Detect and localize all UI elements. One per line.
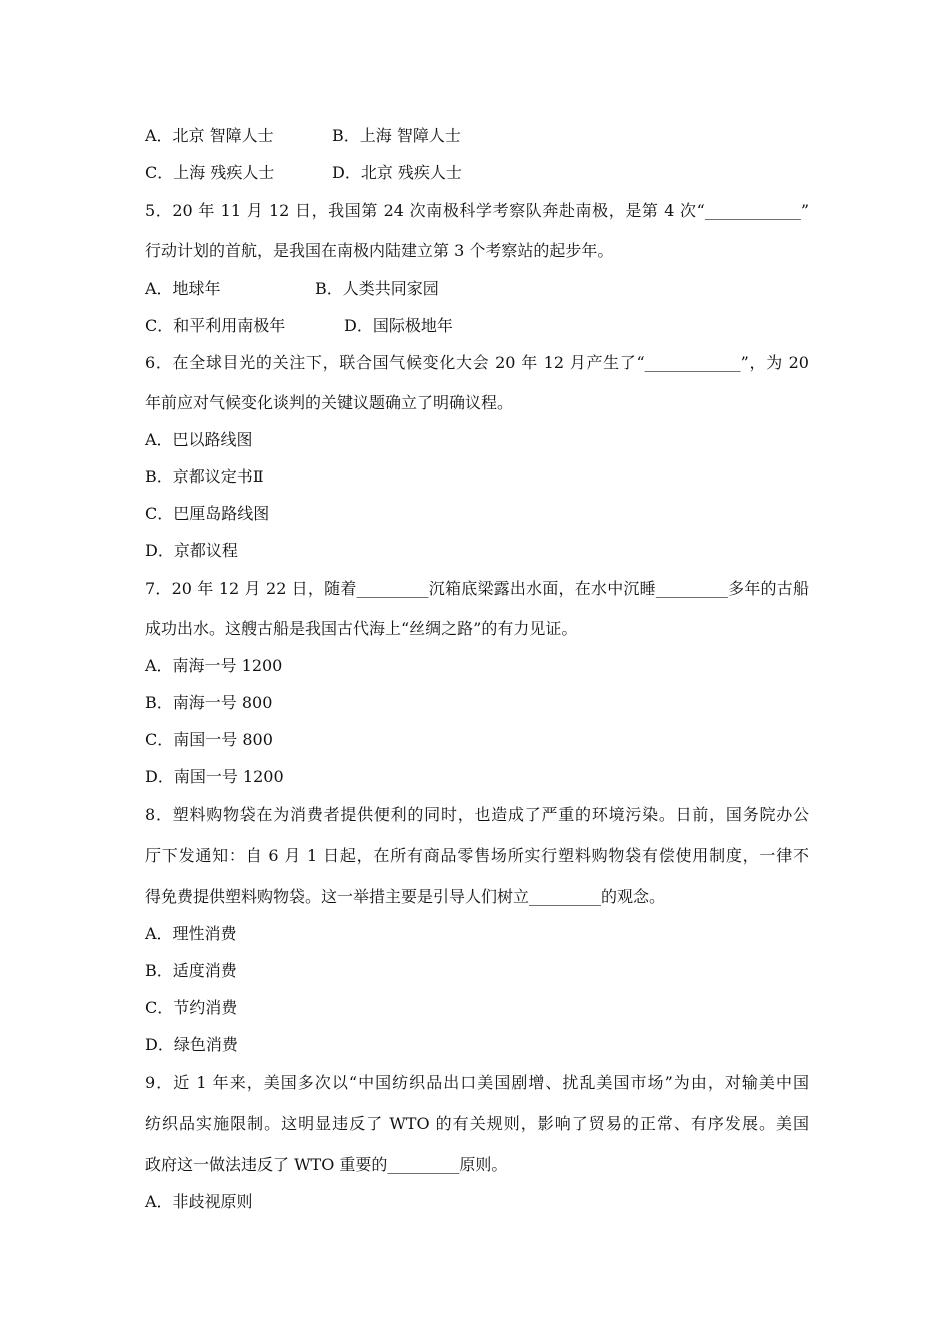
q7-option-c: C．南国一号 800 [145, 730, 273, 749]
q6-stem-line-1: 6．在全球目光的关注下，联合国气候变化大会 20 年 12 月产生了“____________”，为 20 [145, 353, 809, 372]
q7-option-d: D．南国一号 1200 [145, 767, 284, 786]
q6-option-c: C．巴厘岛路线图 [145, 504, 270, 523]
q8-option-d: D．绿色消费 [145, 1035, 238, 1054]
q6-option-a: A．巴以路线图 [145, 430, 253, 449]
q9-option-a: A．非歧视原则 [145, 1192, 253, 1211]
q4-option-d: D．北京 残疾人士 [332, 163, 462, 182]
q8-option-a: A．理性消费 [145, 924, 237, 943]
q8-stem-line-1: 8．塑料购物袋在为消费者提供便利的同时，也造成了严重的环境污染。日前，国务院办公 [145, 805, 809, 824]
q5-stem-line-1: 5．20 年 11 月 12 日，我国第 24 次南极科学考察队奔赴南极，是第 4 次“____________” [145, 201, 809, 220]
q7-stem-line-1: 7．20 年 12 月 22 日，随着_________沉箱底梁露出水面，在水中沉睡_________多年的古船 [145, 579, 809, 598]
q4-option-b: B．上海 智障人士 [332, 126, 461, 145]
q9-stem-line-2: 纺织品实施限制。这明显违反了 WTO 的有关规则，影响了贸易的正常、有序发展。美国 [145, 1114, 809, 1133]
q7-stem-line-2: 成功出水。这艘古船是我国古代海上“丝绸之路”的有力见证。 [145, 619, 578, 638]
q4-option-c: C．上海 残疾人士 [145, 163, 275, 182]
q5-option-b: B．人类共同家园 [315, 279, 439, 298]
q8-option-c: C．节约消费 [145, 998, 238, 1017]
q8-option-b: B．适度消费 [145, 961, 237, 980]
q7-option-b: B．南海一号 800 [145, 693, 273, 712]
q7-option-a: A．南海一号 1200 [145, 656, 283, 675]
q5-option-c: C．和平利用南极年 [145, 316, 286, 335]
q5-option-a: A．地球年 [145, 279, 221, 298]
q9-stem-line-3: 政府这一做法违反了 WTO 重要的_________原则。 [145, 1155, 508, 1174]
q8-stem-line-3: 得免费提供塑料购物袋。这一举措主要是引导人们树立_________的观念。 [145, 887, 666, 906]
q5-stem-line-2: 行动计划的首航，是我国在南极内陆建立第 3 个考察站的起步年。 [145, 241, 614, 260]
q6-option-b: B．京都议定书Ⅱ [145, 467, 264, 486]
q8-stem-line-2: 厅下发通知：自 6 月 1 日起，在所有商品零售场所实行塑料购物袋有偿使用制度，一律不 [145, 846, 809, 865]
q9-stem-line-1: 9．近 1 年来，美国多次以“中国纺织品出口美国剧增、扰乱美国市场”为由，对输美中国 [145, 1073, 809, 1092]
q6-stem-line-2: 年前应对气候变化谈判的关键议题确立了明确议程。 [145, 393, 514, 412]
q4-option-a: A．北京 智障人士 [145, 126, 274, 145]
q6-option-d: D．京都议程 [145, 541, 238, 560]
q5-option-d: D．国际极地年 [344, 316, 453, 335]
